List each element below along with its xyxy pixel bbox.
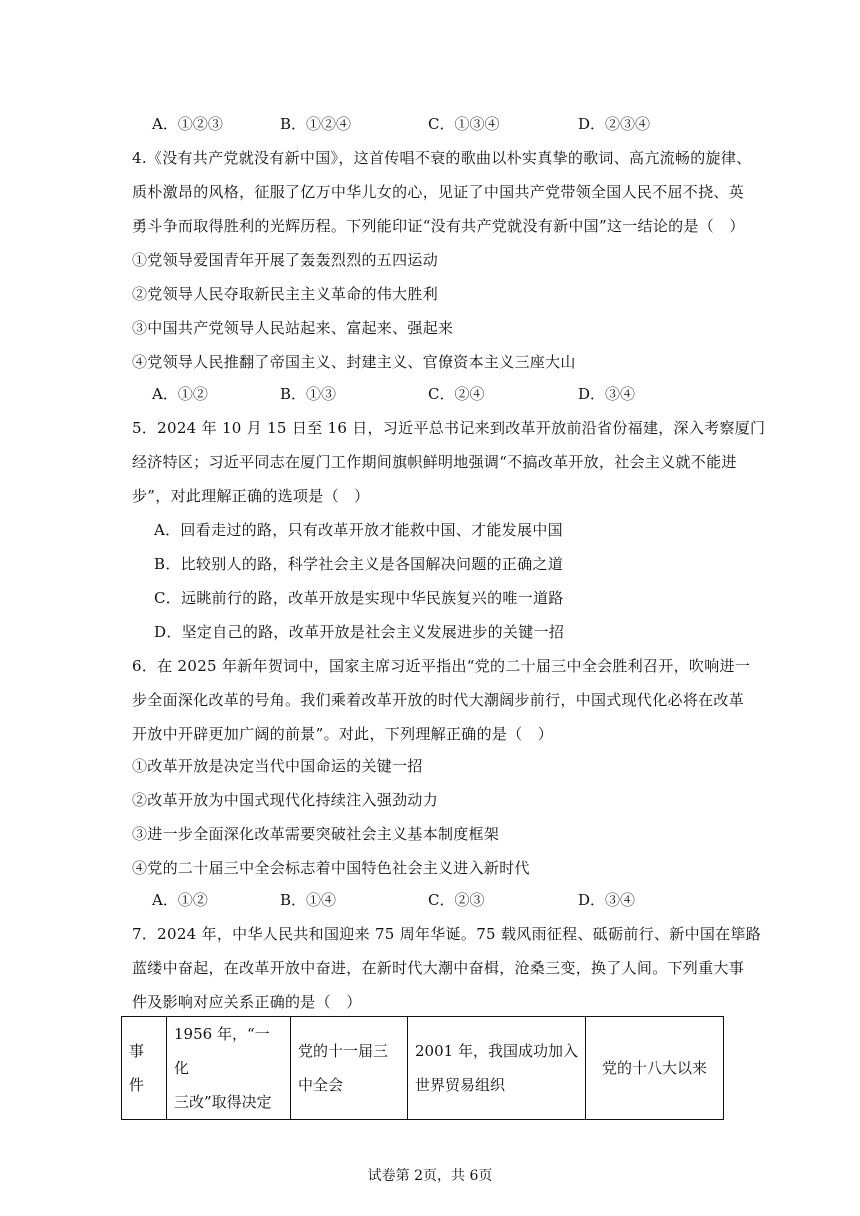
q4-stem-line-3: 勇斗争而取得胜利的光辉历程。下列能印证“没有共产党就没有新中国”这一结论的是（ ） <box>132 217 745 235</box>
table-cell-line: 党的十八大以来 <box>601 1059 707 1077</box>
q4-stem-line-2: 质朴激昂的风格，征服了亿万中华儿女的心，见证了中国共产党带领全国人民不屈不挠、英 <box>132 183 745 201</box>
q6-stem-line-3: 开放中开辟更加广阔的前景”。对此，下列理解正确的是（ ） <box>132 725 554 743</box>
table-cell-18th-congress <box>586 1017 724 1120</box>
table-header-line-1: 事 <box>129 1042 145 1060</box>
q7-stem-line-1: 7．2024 年，中华人民共和国迎来 75 周年华诞。75 载风雨征程、砥砺前行、新中国在筚路 <box>132 925 762 943</box>
q5-option-b: B．比较别人的路，科学社会主义是各国解决问题的正确之道 <box>154 555 564 573</box>
q6-stem-line-2: 步全面深化改革的号角。我们乘着改革开放的时代大潮阔步前行，中国式现代化必将在改革 <box>132 691 745 709</box>
q6-stem-line-1: 6．在 2025 年新年贺词中，国家主席习近平指出“党的二十届三中全会胜利召开，吹响进一 <box>132 657 751 675</box>
q4-item-1: ①党领导爱国青年开展了轰轰烈烈的五四运动 <box>132 251 439 269</box>
q5-option-c: C．远眺前行的路，改革开放是实现中华民族复兴的唯一道路 <box>154 589 564 607</box>
q7-stem-line-2: 蓝缕中奋起，在改革开放中奋进，在新时代大潮中奋楫，沧桑三变，换了人间。下列重大事 <box>132 959 745 977</box>
table-header-cell <box>122 1017 167 1120</box>
table-cell-wto <box>408 1017 586 1120</box>
table-row <box>122 1017 724 1120</box>
table-cell-line: 2001 年，我国成功加入 <box>415 1042 578 1060</box>
q7-stem-line-3: 件及影响对应关系正确的是（ ） <box>132 993 362 1011</box>
q5-stem-line-1: 5．2024 年 10 月 15 日至 16 日，习近平总书记来到改革开放前沿省份福建，深入考察厦门 <box>132 419 766 437</box>
q6-item-3: ③进一步全面深化改革需要突破社会主义基本制度框架 <box>132 825 500 843</box>
q3-option-a: A．①②③ <box>152 115 223 133</box>
table-cell-third-plenum <box>291 1017 408 1120</box>
q4-item-2: ②党领导人民夺取新民主主义革命的伟大胜利 <box>132 285 439 303</box>
q3-option-b: B．①②④ <box>280 115 352 133</box>
q4-option-b: B．①③ <box>280 385 337 403</box>
q6-option-c: C．②③ <box>428 891 485 909</box>
q3-option-c: C．①③④ <box>428 115 500 133</box>
q6-item-4: ④党的二十届三中全会标志着中国特色社会主义进入新时代 <box>132 859 530 877</box>
q4-item-4: ④党领导人民推翻了帝国主义、封建主义、官僚资本主义三座大山 <box>132 353 576 371</box>
table-cell-line: 1956 年，“一化 <box>174 1025 270 1077</box>
page-footer: 试卷第 2页，共 6页 <box>367 1168 493 1184</box>
events-table <box>121 1016 724 1120</box>
q4-item-3: ③中国共产党领导人民站起来、富起来、强起来 <box>132 319 454 337</box>
q6-item-1: ①改革开放是决定当代中国命运的关键一招 <box>132 757 423 775</box>
q3-option-d: D．②③④ <box>578 115 651 133</box>
q6-option-b: B．①④ <box>280 891 337 909</box>
q6-option-a: A．①② <box>152 891 208 909</box>
q6-item-2: ②改革开放为中国式现代化持续注入强劲动力 <box>132 791 439 809</box>
q4-stem-line-1: 4.《没有共产党就没有新中国》，这首传唱不衰的歌曲以朴实真挚的歌词、高亢流畅的旋律、 <box>132 149 752 167</box>
table-cell-line: 世界贸易组织 <box>415 1076 506 1094</box>
table-header-line-2: 件 <box>129 1076 145 1094</box>
table-cell-1956 <box>167 1017 291 1120</box>
q4-option-c: C．②④ <box>428 385 485 403</box>
q5-option-a: A．回看走过的路，只有改革开放才能救中国、才能发展中国 <box>154 521 563 539</box>
q5-option-d: D．坚定自己的路，改革开放是社会主义发展进步的关键一招 <box>154 623 565 641</box>
q6-option-d: D．③④ <box>578 891 636 909</box>
table-cell-line: 中全会 <box>298 1076 344 1094</box>
q5-stem-line-2: 经济特区；习近平同志在厦门工作期间旗帜鲜明地强调“不搞改革开放，社会主义就不能进 <box>132 453 737 471</box>
q4-option-d: D．③④ <box>578 385 636 403</box>
table-cell-line: 三改”取得决定 <box>174 1093 272 1111</box>
q4-option-a: A．①② <box>152 385 208 403</box>
q5-stem-line-3: 步”，对此理解正确的选项是（ ） <box>132 487 370 505</box>
table-cell-line: 党的十一届三 <box>298 1042 389 1060</box>
